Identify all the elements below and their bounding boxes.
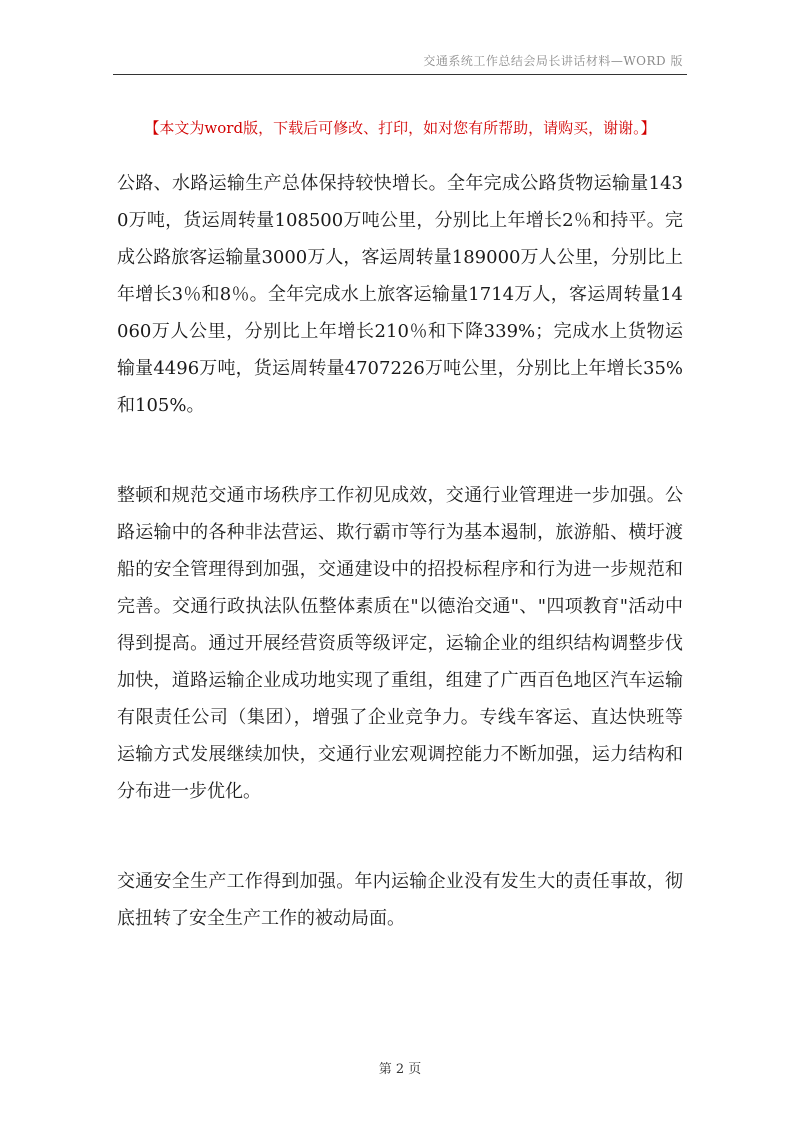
- download-notice: 【本文为word版，下载后可修改、打印，如对您有所帮助，请购买，谢谢。】: [144, 119, 656, 137]
- document-header-title: 交通系统工作总结会局长讲话材料—WORD 版: [423, 54, 683, 68]
- page-number: 第 2 页: [378, 1062, 422, 1077]
- paragraph-transport-output: 公路、水路运输生产总体保持较快增长。全年完成公路货物运输量1430万吨，货运周转量108500万吨公里，分别比上年增长2％和持平。完成公路旅客运输量3000万人，客运周转量189000万人公里，分别比上年增长3％和8％。全年完成水上旅客运输量1714万人，客运周转量14060万人公里，分别比上年增长210％和下降339%；完成水上货物运输量4496万吨，货运周转量4707226万吨公里，分别比上年增长35%和105%。: [117, 173, 683, 416]
- paragraph-market-order: 整顿和规范交通市场秩序工作初见成效，交通行业管理进一步加强。公路运输中的各种非法营运、欺行霸市等行为基本遏制，旅游船、横圩渡船的安全管理得到加强，交通建设中的招投标程序和行为进一步规范和完善。交通行政执法队伍整体素质在"以德治交通"、"四项教育"活动中得到提高。通过开展经营资质等级评定，运输企业的组织结构调整步伐加快，道路运输企业成功地实现了重组，组建了广西百色地区汽车运输有限责任公司（集团），增强了企业竞争力。专线车客运、直达快班等运输方式发展继续加快，交通行业宏观调控能力不断加强，运力结构和分布进一步优化。: [117, 485, 683, 802]
- document-body: [117, 165, 683, 990]
- header-divider: [113, 74, 687, 75]
- paragraph-safety: 交通安全生产工作得到加强。年内运输企业没有发生大的责任事故，彻底扭转了安全生产工作的被动局面。: [117, 871, 683, 929]
